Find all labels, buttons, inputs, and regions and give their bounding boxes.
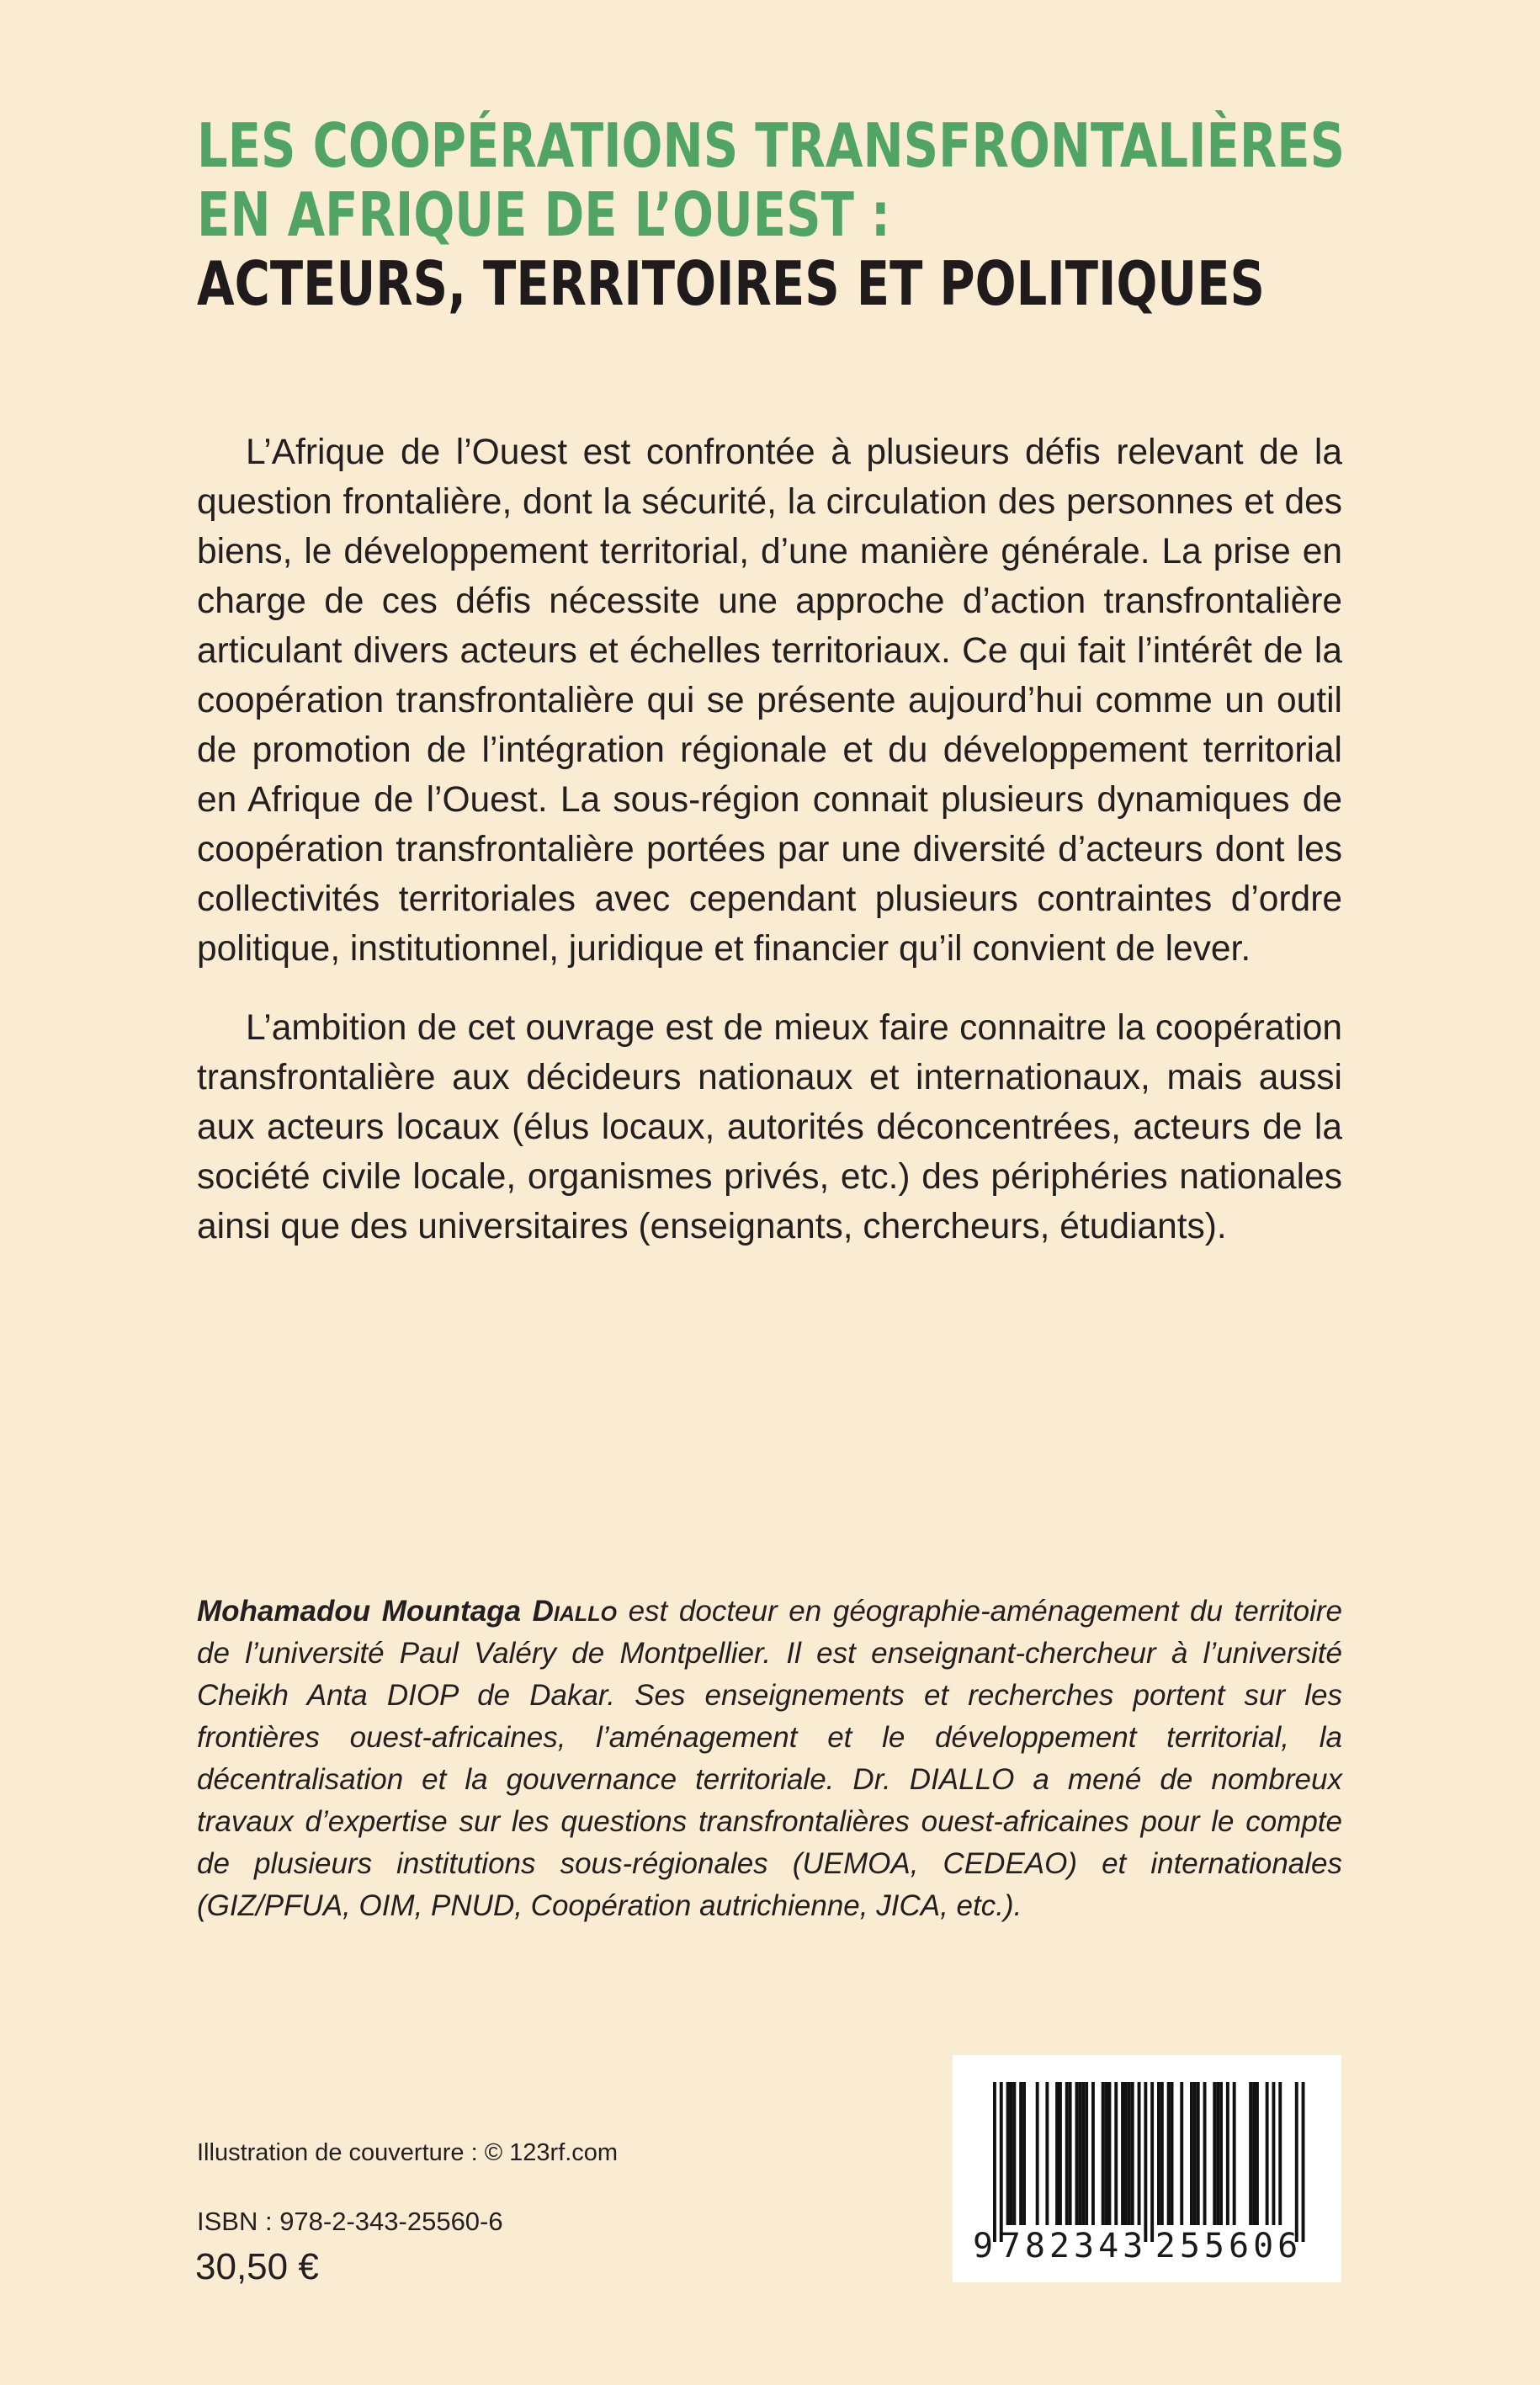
barcode-bar [1249, 2082, 1252, 2225]
blurb [197, 428, 1342, 1251]
barcode-bar [1059, 2082, 1062, 2225]
title-line-2: EN AFRIQUE DE L’OUEST : [197, 179, 890, 250]
barcode-bar [1193, 2082, 1197, 2225]
barcode-bar [1197, 2082, 1200, 2225]
barcode-bar [1022, 2082, 1026, 2225]
barcode-bar [1006, 2082, 1010, 2225]
barcode-bar [1045, 2082, 1049, 2225]
barcode-bar [1216, 2082, 1219, 2225]
barcode-bar [1213, 2082, 1216, 2225]
barcode-bar [1219, 2082, 1223, 2225]
barcode-bar [1069, 2082, 1072, 2225]
price: 30,50 € [195, 2246, 319, 2287]
barcode-bar [1160, 2082, 1164, 2225]
isbn: ISBN : 978-2-343-25560-6 [197, 2207, 503, 2236]
barcode-bar [1167, 2082, 1171, 2225]
title-subtitle: ACTEURS, TERRITOIRES ET POLITIQUES [197, 248, 1266, 319]
barcode-guard-bar [1302, 2082, 1305, 2242]
barcode-bar [1036, 2082, 1039, 2225]
barcode-bar [1091, 2082, 1095, 2225]
barcode-bar [1131, 2082, 1134, 2225]
barcode-guard-bar [1150, 2082, 1154, 2242]
barcode-bar [1226, 2082, 1229, 2225]
barcode-bar [1114, 2082, 1118, 2225]
barcode-bar [1075, 2082, 1079, 2225]
barcode-bar [1108, 2082, 1112, 2225]
barcode-digits [953, 2225, 1341, 2267]
barcode-bar [1085, 2082, 1088, 2225]
author-first-names: Mohamadou Mountaga [197, 1595, 533, 1628]
author-name [197, 1595, 617, 1628]
barcode-bar [1012, 2082, 1016, 2225]
barcode-guard-bar [993, 2082, 996, 2242]
barcode-guard-bar [1144, 2082, 1147, 2242]
book-title [197, 110, 1346, 319]
barcode-bar [1081, 2082, 1085, 2225]
barcode-guard-bar [1295, 2082, 1298, 2242]
author-bio-text: est docteur en géographie-aménagement du territoire de l’université Paul Valéry de Montpellier. Il est enseignant-chercheur à l’université Cheikh Anta DIOP de Dakar. Ses enseignements et recherches portent sur les frontières ouest-africaines, l’aménagement et le développement territorial, la décentralisation et la gouvernance territoriale. Dr. DIALLO a mené de nombreux travaux d’expertise sur les questions transfrontalières ouest-africaines pour le compte de plusieurs institutions sous-régionales (UEMOA, CEDEAO) et internationales (GIZ/PFUA, OIM, PNUD, Coopération autrichienne, JICA, etc.). [197, 1595, 1342, 1922]
barcode-bar [1065, 2082, 1069, 2225]
barcode-bar [1266, 2082, 1269, 2225]
barcode-bar [1128, 2082, 1131, 2225]
barcode-digit-first: 9 [973, 2227, 994, 2265]
barcode-bar [1157, 2082, 1160, 2225]
barcode-bar [1102, 2082, 1105, 2225]
barcode-bar [1203, 2082, 1207, 2225]
barcode-digits-left: 782343 [1000, 2227, 1148, 2265]
title-line-1: LES COOPÉRATIONS TRANSFRONTALIÈRES [197, 110, 1346, 181]
barcode [953, 2055, 1341, 2282]
blurb-paragraph-1: L’Afrique de l’Ouest est confrontée à plusieurs défis relevant de la question frontalière, dont la sécurité, la circulation des personnes et des biens, le développement territorial, d’une manière générale. La prise en charge de ces défis nécessite une approche d’action transfrontalière articulant divers acteurs et échelles territoriaux. Ce qui fait l’intérêt de la coopération transfrontalière qui se présente aujourd’hui comme un outil de promotion de l’intégration régionale et du développement territorial en Afrique de l’Ouest. La sous-région connait plusieurs dynamiques de coopération transfrontalière portées par une diversité d’acteurs dont les collectivités territoriales avec cependant plusieurs contraintes d’ordre politique, institutionnel, juridique et financier qu’il convient de lever. [197, 433, 1342, 969]
barcode-bar [1278, 2082, 1282, 2225]
barcode-bar [1055, 2082, 1059, 2225]
author-last-name: Diallo [532, 1595, 617, 1628]
barcode-bar [1171, 2082, 1174, 2225]
barcode-bar [1010, 2082, 1013, 2225]
cover-credit: Illustration de couverture : © 123rf.com [197, 2139, 619, 2166]
barcode-digits-right: 255606 [1155, 2227, 1303, 2265]
barcode-bar [1233, 2082, 1236, 2225]
barcode-bar [1078, 2082, 1081, 2225]
barcode-bar [1190, 2082, 1193, 2225]
barcode-bar [1105, 2082, 1108, 2225]
barcode-bar [1252, 2082, 1256, 2225]
barcode-bar [1019, 2082, 1022, 2225]
barcode-bar [1121, 2082, 1124, 2225]
barcode-bar [1256, 2082, 1259, 2225]
barcode-bar [1138, 2082, 1141, 2225]
author-bio [197, 1591, 1342, 1927]
barcode-bar [1124, 2082, 1128, 2225]
blurb-paragraph-2: L’ambition de cet ouvrage est de mieux faire connaitre la coopération transfrontalière aux décideurs nationaux et internationaux, mais aussi aux acteurs locaux (élus locaux, autorités déconcentrées, acteurs de la société civile locale, organismes privés, etc.) des périphéries nationales ainsi que des universitaires (enseignants, chercheurs, étudiants). [197, 1008, 1342, 1246]
barcode-bar [1180, 2082, 1183, 2225]
barcode-guard-bar [1000, 2082, 1003, 2242]
barcode-bar [1272, 2082, 1276, 2225]
